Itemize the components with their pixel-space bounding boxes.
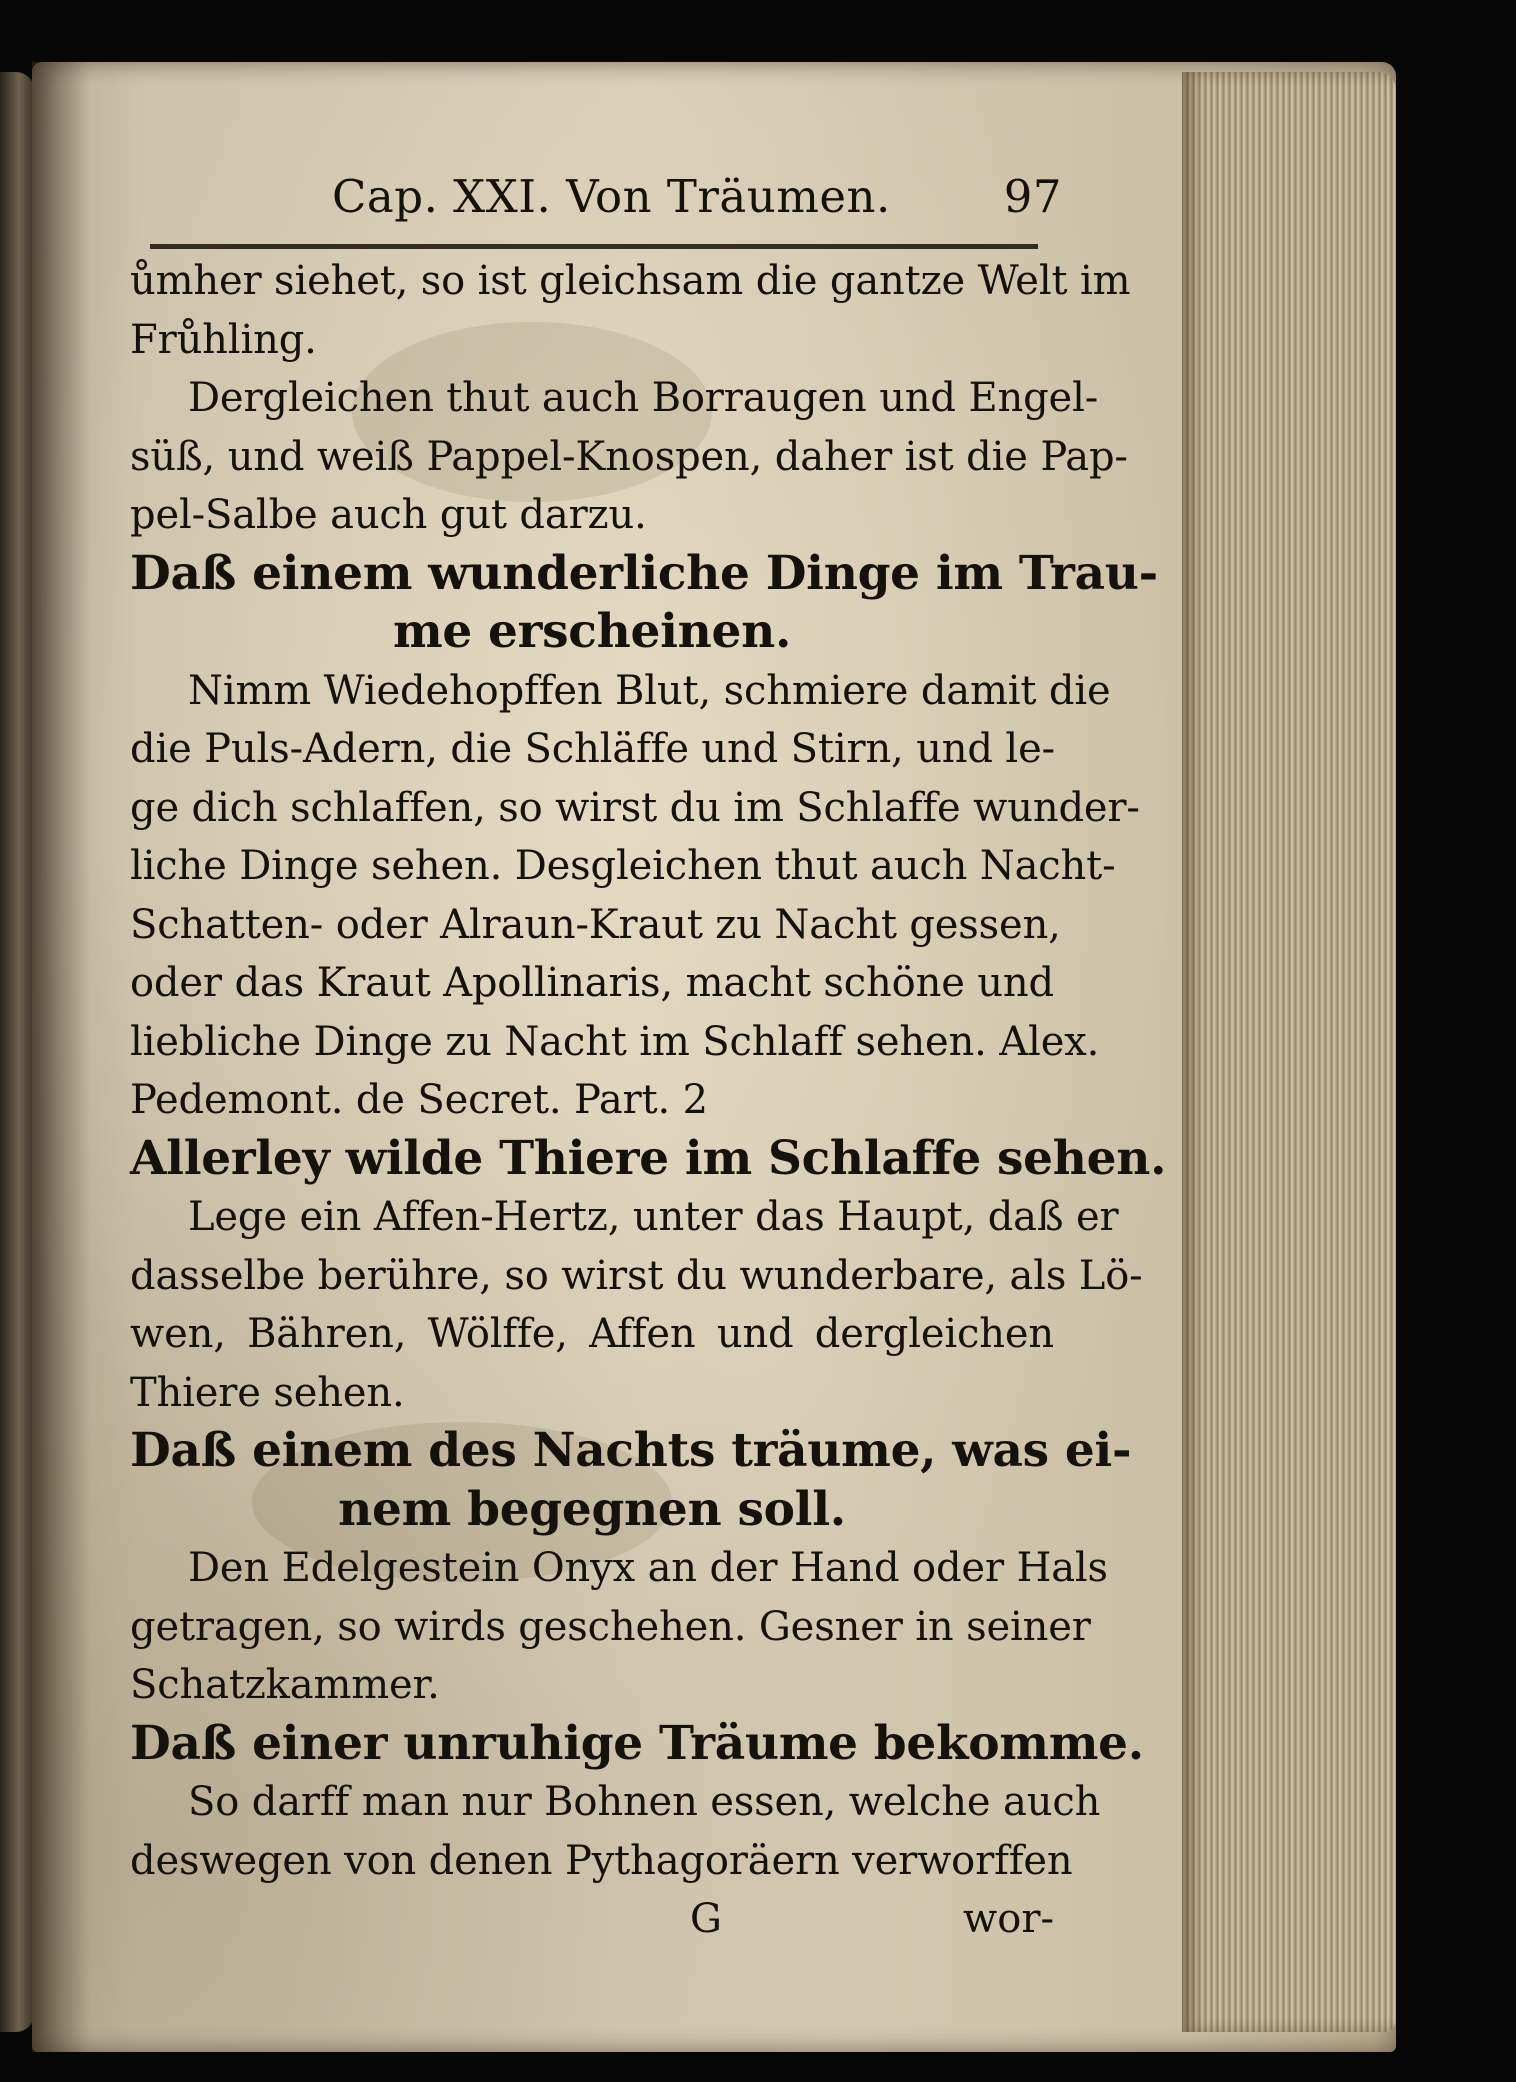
text-line: Schatzkammer. <box>130 1662 440 1708</box>
text-line: Lege ein Affen-Hertz, unter das Haupt, daß er <box>188 1194 1119 1240</box>
text-line: dasselbe berühre, so wirst du wunderbare, als Lö- <box>130 1252 1143 1299</box>
text-line: die Puls-Adern, die Schläffe und Stirn, und le- <box>130 726 1055 772</box>
text-line: liche Dinge sehen. Desgleichen thut auch Nacht- <box>130 843 1116 889</box>
book-page <box>32 62 1396 2052</box>
gutter-shadow <box>32 62 90 2052</box>
text-line: süß, und weiß Pappel-Knospen, daher ist die Pap- <box>130 433 1128 480</box>
section-heading: nem begegnen soll. <box>338 1481 846 1537</box>
text-line: Den Edelgestein Onyx an der Hand oder Hals <box>188 1545 1108 1591</box>
section-heading: Daß einem wunderliche Dinge im Trau- <box>130 545 1158 601</box>
running-title: Cap. XXI. Von Träumen. <box>332 170 891 223</box>
facing-page-edge <box>0 72 34 2032</box>
text-line: getragen, so wirds geschehen. Gesner in seiner <box>130 1603 1091 1650</box>
text-line: Nimm Wiedehopffen Blut, schmiere damit die <box>188 667 1111 714</box>
running-header <box>332 170 1062 234</box>
signature-mark: G <box>690 1896 722 1942</box>
footer-line <box>130 1890 1054 1949</box>
text-line: Schatten- oder Alraun-Kraut zu Nacht gessen, <box>130 901 1061 948</box>
text-line: Dergleichen thut auch Borraugen und Engel- <box>188 375 1099 421</box>
page-edges <box>1182 72 1396 2032</box>
catchword: wor- <box>963 1896 1054 1942</box>
text-line: ge dich schlaffen, so wirst du im Schlaffe wunder- <box>130 784 1140 831</box>
section-heading: Daß einem des Nachts träume, was ei- <box>130 1423 1132 1478</box>
section-heading: Daß einer unruhige Träume bekomme. <box>130 1715 1144 1771</box>
text-line: wen, Bähren, Wölffe, Affen und dergleichen <box>130 1311 1054 1357</box>
text-line: deswegen von denen Pythagoräern verworffen <box>130 1837 1073 1884</box>
section-heading: Allerley wilde Thiere im Schlaffe sehen. <box>130 1130 1167 1186</box>
page-number: 97 <box>1003 170 1062 223</box>
header-rule <box>150 244 1038 249</box>
section-heading: me erscheinen. <box>392 604 792 659</box>
text-line: ůmher siehet, so ist gleichsam die gantze Welt im <box>130 258 1131 304</box>
text-line: Thiere sehen. <box>130 1369 405 1416</box>
text-line: Pedemont. de Secret. Part. 2 <box>130 1077 708 1123</box>
text-line: oder das Kraut Apollinaris, macht schöne und <box>130 960 1054 1006</box>
text-line: So darff man nur Bohnen essen, welche auch <box>188 1779 1101 1825</box>
text-line: liebliche Dinge zu Nacht im Schlaff sehen. Alex. <box>130 1018 1100 1065</box>
text-block <box>130 252 1167 1949</box>
text-line: Frůhling. <box>130 316 317 363</box>
text-line: pel-Salbe auch gut darzu. <box>130 492 647 538</box>
